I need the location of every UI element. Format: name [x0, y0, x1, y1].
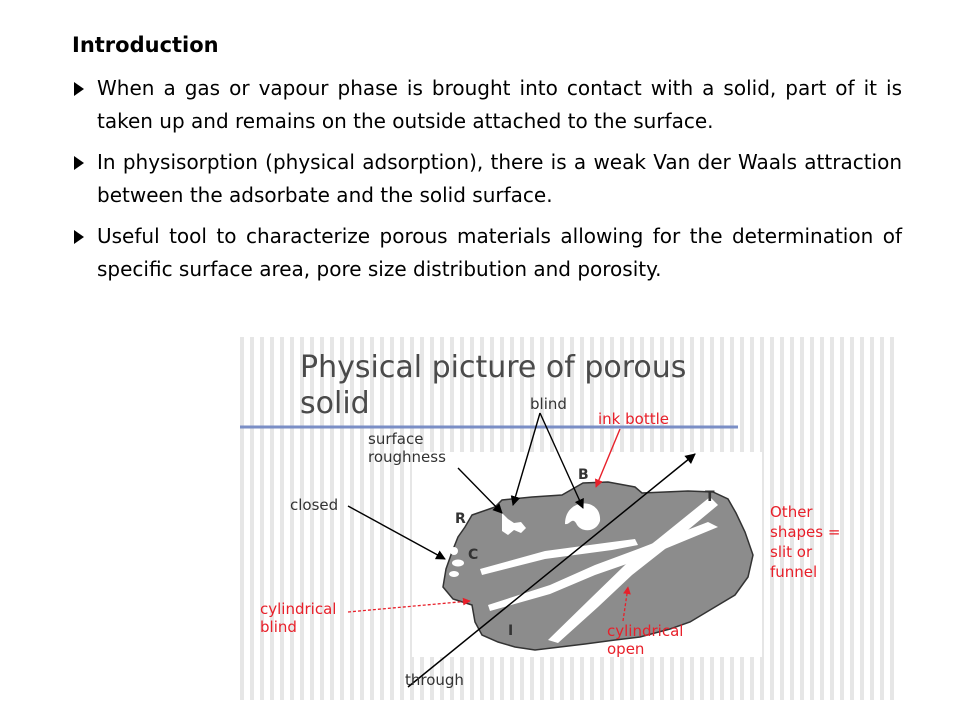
figure-title-line1: Physical picture of porous: [300, 350, 687, 385]
label-closed: closed: [290, 496, 339, 514]
closed-pore: [449, 571, 459, 577]
closed-pore: [452, 560, 464, 567]
label-through: through: [405, 671, 464, 689]
label-cyl-blind-line2: blind: [260, 618, 297, 636]
bullet-item: [72, 72, 902, 138]
label-surface-line1: surface: [368, 430, 424, 448]
label-cyl-open-line2: open: [607, 640, 645, 658]
label-other-line2: shapes =: [770, 523, 841, 541]
bullet-list: [72, 72, 902, 294]
label-other-line4: funnel: [770, 563, 818, 581]
closed-pore: [450, 547, 458, 555]
letter-c: C: [468, 547, 479, 563]
slide-heading: Introduction: [72, 33, 219, 57]
porous-solid-figure: [240, 337, 900, 700]
bullet-text: In physisorption (physical adsorption), there is a weak Van der Waals attraction between the adsorbate and the solid surface.: [97, 150, 902, 207]
label-other-line1: Other: [770, 503, 813, 521]
letter-r: R: [455, 511, 466, 527]
label-ink-bottle: ink bottle: [598, 410, 669, 428]
bullet-item: [72, 146, 902, 212]
label-blind: blind: [530, 395, 567, 413]
label-cyl-blind-line1: cylindrical: [260, 600, 337, 618]
bullet-item: [72, 220, 902, 286]
bullet-text: Useful tool to characterize porous materials allowing for the determination of specific surface area, pore size distribution and porosity.: [97, 224, 902, 281]
triangle-bullet-icon: [74, 82, 84, 96]
bullet-text: When a gas or vapour phase is brought into contact with a solid, part of it is taken up and remains on the outside attached to the surface.: [97, 76, 902, 133]
porous-solid-diagram: [240, 337, 900, 700]
letter-b: B: [578, 467, 589, 483]
label-other-line3: slit or: [770, 543, 813, 561]
letter-i: I: [508, 623, 514, 639]
letter-t: T: [705, 489, 715, 505]
figure-title-line2: solid: [300, 386, 370, 421]
label-cyl-open-line1: cylindrical: [607, 622, 684, 640]
label-surface-line2: roughness: [368, 448, 446, 466]
triangle-bullet-icon: [74, 230, 84, 244]
triangle-bullet-icon: [74, 156, 84, 170]
